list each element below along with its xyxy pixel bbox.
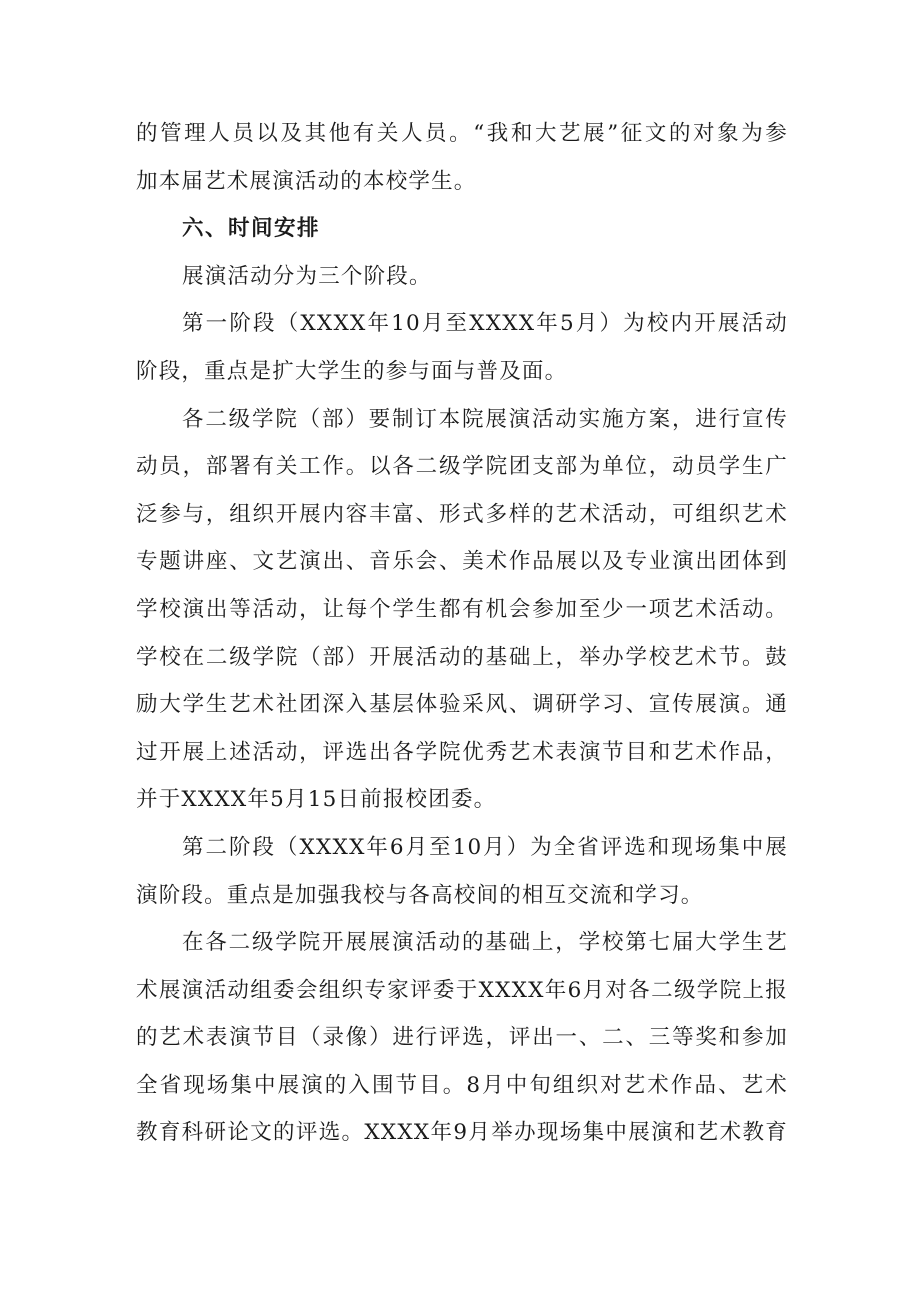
continuation-line: 加本届艺术展演活动的本校学生。: [136, 168, 477, 194]
paragraph-line: 第二阶段（XXXX年6月至10月）为全省评选和现场集中展: [182, 834, 788, 860]
paragraph-line: 并于XXXX年5月15日前报校团委。: [136, 787, 497, 813]
paragraph-line: 各二级学院（部）要制订本院展演活动实施方案，进行宣传: [182, 406, 788, 432]
paragraph-line: 演阶段。重点是加强我校与各高校间的相互交流和学习。: [136, 882, 704, 908]
paragraph-line: 第一阶段（XXXX年10月至XXXX年5月）为校内开展活动: [182, 311, 788, 337]
paragraph-line: 专题讲座、文艺演出、音乐会、美术作品展以及专业演出团体到: [136, 549, 788, 575]
paragraph-line: 学校在二级学院（部）开展活动的基础上，举办学校艺术节。鼓: [136, 644, 788, 670]
paragraph-line: 的艺术表演节目（录像）进行评选，评出一、二、三等奖和参加: [136, 1025, 788, 1051]
paragraph-line: 励大学生艺术社团深入基层体验采风、调研学习、宣传展演。通: [136, 692, 788, 718]
section-heading: 六、时间安排: [182, 216, 321, 242]
paragraph-line: 过开展上述活动，评选出各学院优秀艺术表演节目和艺术作品，: [136, 739, 788, 765]
paragraph-line: 展演活动分为三个阶段。: [182, 263, 432, 289]
paragraph-line: 术展演活动组委会组织专家评委于XXXX年6月对各二级学院上报: [136, 977, 788, 1003]
paragraph-line: 动员，部署有关工作。以各二级学院团支部为单位，动员学生广: [136, 454, 788, 480]
document-body: [136, 110, 788, 1157]
paragraph-line: 学校演出等活动，让每个学生都有机会参加至少一项艺术活动。: [136, 596, 788, 622]
continuation-line: 的管理人员以及其他有关人员。“我和大艺展”征文的对象为参: [136, 121, 788, 146]
paragraph-line: 阶段，重点是扩大学生的参与面与普及面。: [136, 358, 568, 384]
paragraph-line: 教育科研论文的评选。XXXX年9月举办现场集中展演和艺术教育: [136, 1120, 788, 1146]
paragraph-line: 泛参与，组织开展内容丰富、形式多样的艺术活动，可组织艺术: [136, 501, 788, 527]
paragraph-line: 全省现场集中展演的入围节目。8月中旬组织对艺术作品、艺术: [136, 1072, 788, 1098]
paragraph-line: 在各二级学院开展展演活动的基础上，学校第七届大学生艺: [182, 930, 788, 956]
